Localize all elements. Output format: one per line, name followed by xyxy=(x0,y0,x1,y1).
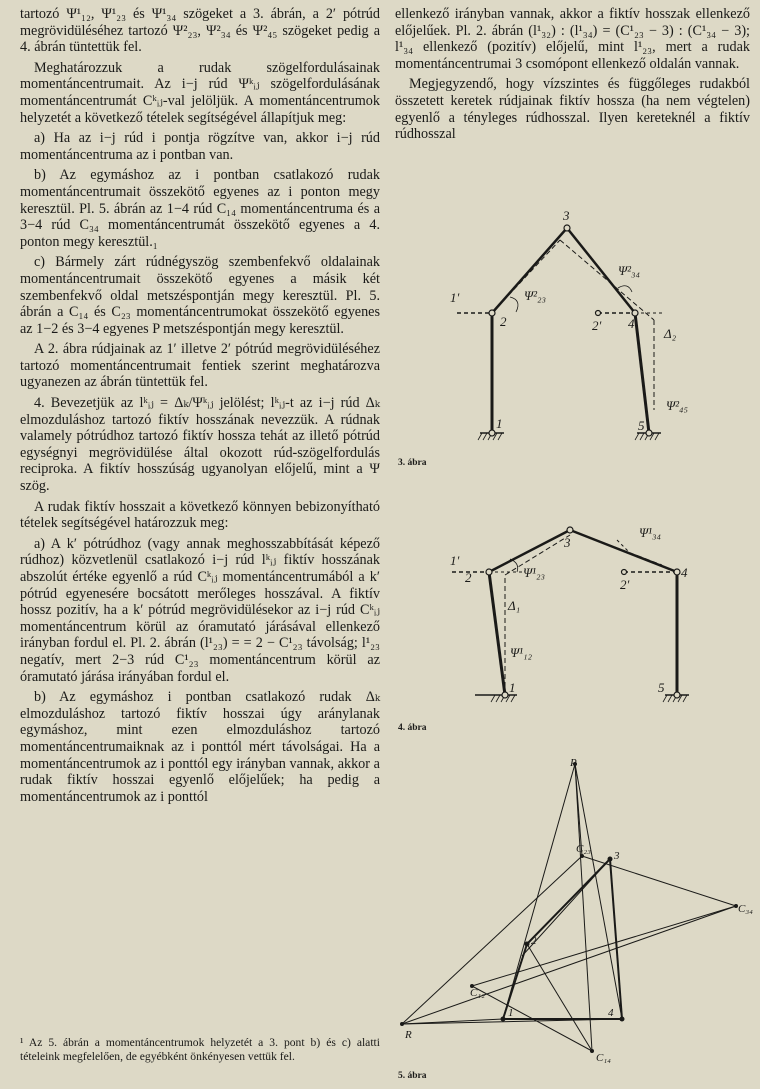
angle-label: Ψ¹₂₃ xyxy=(523,565,546,580)
node-label: 2′ xyxy=(592,318,602,333)
point-label: C₁₂ xyxy=(470,987,485,999)
footnote: ¹ Az 5. ábrán a momentáncentrumok helyzetét a 3. pont b) és c) alatti tételeink megfelelően, de egyébként önkényesen vettük fel. xyxy=(20,1036,380,1063)
figure-5 xyxy=(392,756,757,1086)
node-label: 2 xyxy=(500,314,507,329)
paragraph: ellenkező irányban vannak, akkor a fiktív hosszak ellenkező előjelűek. Pl. 2. ábrán (l¹₃₂) : (l¹₃₄) = (C¹₂₃ − 3) : (C¹₃₄ − 3); l¹₃₄ ellenkező (pozitív) előjelű, mint l¹₂₃, mert a rudak momentáncentrumai 3 csomópont ellenkező oldalán vannak. xyxy=(395,6,750,72)
figure-3 xyxy=(392,200,752,480)
figure-caption: 3. ábra xyxy=(398,458,427,468)
node-label: 5 xyxy=(638,418,645,433)
node-label: 1 xyxy=(496,416,503,431)
paragraph: 4. Bevezetjük az lᵏᵢⱼ = Δₖ/Ψᵏᵢⱼ jelölést; lᵏᵢⱼ-t az i−j rúd Δₖ elmozduláshoz tartozó fiktív hosszának nevezzük. A rúdnak valamely pótrúdhoz tartozó fiktív hossza tehát az illető pótrúd egységnyi megrövidülése által okozott rúd-szögelfordulás reciproka. A fiktív hosszúság ugyanolyan előjelű, mint a Ψ szög. xyxy=(20,395,380,495)
point-label: 4 xyxy=(608,1007,614,1019)
paragraph: Megjegyzendő, hogy vízszintes és függőleges rudakból összetett keretek rúdjainak fiktív hossza (ha nem végtelen) egyenlő a tényleges rúdhosszal. Ilyen kereteknél a fiktív rúdhosszal xyxy=(395,76,750,143)
node-label: 5 xyxy=(658,680,665,695)
paragraph: A rudak fiktív hosszait a következő könnyen bebizonyítható tételek segítségével határozzuk meg: xyxy=(20,498,380,532)
node-label: 4 xyxy=(628,316,635,331)
left-column xyxy=(20,6,380,805)
paragraph: Meghatározzuk a rudak szögelfordulásainak momentáncentrumait. Az i−j rúd Ψᵏᵢⱼ szögelfordulásának momentáncentrumát Cᵏᵢⱼ-val jelöljük. A momentáncentrumok helyzetét a következő tételek segítségével állapítjuk meg: xyxy=(20,59,380,126)
right-column xyxy=(395,6,750,143)
figure-caption: 5. ábra xyxy=(398,1071,427,1081)
node-label: 3 xyxy=(563,208,570,223)
node-label: 1′ xyxy=(450,290,460,305)
point-label: C₂₃ xyxy=(576,843,591,855)
paragraph: b) Az egymáshoz i pontban csatlakozó rudak Δₖ elmozduláshoz tartozó fiktív hosszai úgy aránylanak egymáshoz, mint ezen elmozduláshoz tartozó momentáncentrumaiknak az i ponttól mért távolságai. Ha a momentáncentrumok az i ponttól egy irányban vannak, akkor a rudak fiktív hosszai egyenlő előjelűek; ha pedig a momentáncentrumok az i ponttól xyxy=(20,689,380,805)
paragraph: a) A k′ pótrúdhoz (vagy annak meghosszabbítását képező rúdhoz) közvetlenül csatlakozó i−j rúd lᵏᵢⱼ fiktív hosszának abszolút értéke egyenlő a rúd Cᵏᵢⱼ momentáncentrumából a k′ pótrúd egyenesére bocsátott merőleges hosszával. A fiktív hossz pozitív, ha a k′ pótrúd megrövidülésekor az i−j rúd Cᵏᵢⱼ momentáncentrum körül az óramutató járásával ellenkező irányban fordul el. Pl. 2. ábrán (l¹₂₃) = = 2 − C¹₂₃ távolság; l¹₂₃ negatív, mert 2−3 rúd C¹₂₃ momentáncentrum körül az óramutató járása irányában fordul el. xyxy=(20,535,380,685)
angle-label: Ψ¹₁₂ xyxy=(510,645,533,660)
point-label: 1 xyxy=(508,1007,514,1019)
point-label: C₁₄ xyxy=(596,1052,611,1064)
point-label: 2 xyxy=(531,935,537,947)
node-label: 4 xyxy=(681,565,688,580)
figure-caption: 4. ábra xyxy=(398,723,427,733)
angle-label: Ψ²₄₅ xyxy=(666,398,689,413)
node-label: 1′ xyxy=(450,553,460,568)
paragraph: A 2. ábra rúdjainak az 1′ illetve 2′ pótrúd megrövidüléséhez tartozó momentáncentrumait fentiek szerint meghatározva ugyanezen az ábrán tüntettük fel. xyxy=(20,341,380,391)
angle-label: Ψ¹₃₄ xyxy=(639,525,662,540)
node-label: 2′ xyxy=(620,577,630,592)
node-label: 3 xyxy=(564,535,571,550)
point-label: 3 xyxy=(614,850,620,862)
angle-label: Ψ²₃₄ xyxy=(618,263,641,278)
figure-4-diagram xyxy=(392,505,752,730)
node-label: 1 xyxy=(509,680,516,695)
figure-3-diagram xyxy=(392,200,752,480)
point-label: P xyxy=(570,757,577,769)
figure-4 xyxy=(392,505,752,745)
delta-label: Δ₁ xyxy=(508,598,521,613)
paragraph: tartozó Ψ¹₁₂, Ψ¹₂₃ és Ψ¹₃₄ szögeket a 3. ábrán, a 2′ pótrúd megrövidüléséhez tartozó Ψ²₂₃, Ψ²₃₄ és Ψ²₄₅ szögeket pedig a 4. ábrán tüntettük fel. xyxy=(20,6,380,56)
angle-label: Ψ²₂₃ xyxy=(524,288,547,303)
paragraph: b) Az egymáshoz az i pontban csatlakozó rudak momentáncentrumait összekötő egyenes az i ponton megy keresztül. Pl. 5. ábrán az 1−4 rúd C₁₄ momentáncentruma és a 3−4 rúd C₃₄ momentáncentrumát összekötő egyenes a 4. ponton megy keresztül.₁ xyxy=(20,167,380,250)
delta-label: Δ₂ xyxy=(664,326,677,341)
paragraph: c) Bármely zárt rúdnégyszög szembenfekvő oldalainak momentáncentrumait összekötő egyenes a másik két szembenfekvő oldal metszéspontján megy keresztül. Pl. 5. ábrán a C₁₄ és C₂₃ momentáncentrumokat összekötő egyenes az 1−2 és 3−4 egyenes P metszéspontján megy keresztül. xyxy=(20,254,380,337)
point-label: R xyxy=(405,1029,412,1041)
figure-5-diagram xyxy=(392,756,757,1072)
point-label: C₃₄ xyxy=(738,903,753,915)
node-label: 2 xyxy=(465,570,472,585)
paragraph: a) Ha az i−j rúd i pontja rögzítve van, akkor i−j rúd momentáncentruma az i pontban van. xyxy=(20,130,380,163)
